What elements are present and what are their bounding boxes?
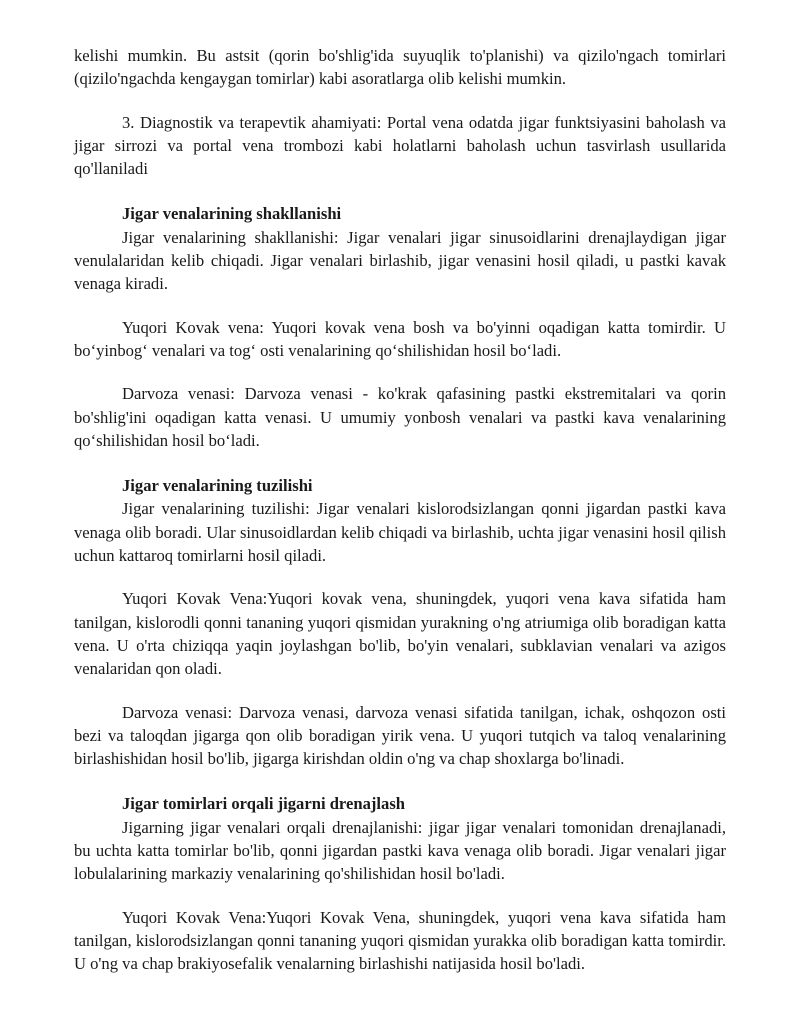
- section-heading-formation: Jigar venalarining shakllanishi: [122, 204, 342, 224]
- paragraph-diagnostic: 3. Diagnostik va terapevtik ahamiyati: Portal vena odatda jigar funktsiyasini baholash va jigar sirrozi va portal vena trombozi kabi holatlarni baholash uchun tasvirlash usullarida qo'llaniladi: [74, 112, 726, 179]
- paragraph: Jigarning jigar venalari orqali drenajlanishi: jigar jigar venalari tomonidan drenajlanadi, bu uchta katta tomirlar bo'lib, qonni jigardan pastki kava venaga olib boradi. Jigar venalari jigar lobulalarining markaziy venalarining qo'shilishidan hosil bo'ladi.: [74, 817, 726, 884]
- paragraph: Darvoza venasi: Darvoza venasi - ko'krak qafasining pastki ekstremitalari va qorin bo'shlig'ini oqadigan katta venasi. U umumiy yonbosh venalari va pastki kava venalarining qo‘shilishidan hosil bo‘ladi.: [74, 384, 726, 450]
- paragraph: Yuqori Kovak Vena:Yuqori Kovak Vena, shuningdek, yuqori vena kava sifatida ham tanilgan, kislorodsizlangan qonni tananing yuqori qismidan yurakka olib boradigan katta tomirdir. U o'ng va chap brakiyosefalik venalarning birlashishi natijasida hosil bo'ladi.: [74, 907, 726, 974]
- paragraph: Darvoza venasi: Darvoza venasi, darvoza venasi sifatida tanilgan, ichak, oshqozon osti bezi va taloqdan jigarga qon olib boradigan yirik vena. U yuqori tutqich va taloq venalarining birlashishidan hosil bo'lib, jigarga kirishdan oldin o'ng va chap shoxlarga bo'linadi.: [74, 702, 726, 769]
- paragraph: Jigar venalarining shakllanishi: Jigar venalari jigar sinusoidlarini drenajlaydigan jigar venulalaridan kelib chiqadi. Jigar venalari birlashib, jigar venasini hosil qiladi, u pastki kavak venaga kiradi.: [74, 227, 726, 294]
- paragraph: Yuqori Kovak vena: Yuqori kovak vena bosh va bo'yinni oqadigan katta tomirdir. U bo‘yinbog‘ venalari va tog‘ osti venalarining qo‘shilishidan hosil bo‘ladi.: [74, 317, 726, 360]
- paragraph-intro: kelishi mumkin. Bu astsit (qorin bo'shlig'ida suyuqlik to'planishi) va qizilo'ngach tomirlari (qizilo'ngachda kengaygan tomirlar) kabi asoratlarga olib kelishi mumkin.: [74, 46, 726, 89]
- section-heading-structure: Jigar venalarining tuzilishi: [122, 476, 313, 496]
- paragraph: Jigar venalarining tuzilishi: Jigar venalari kislorodsizlangan qonni jigardan pastki kava venaga olib boradi. Ular sinusoidlardan kelib chiqadi va birlashib, uchta jigar venasini hosil qilish uchun kattaroq tomirlarni hosil qiladi.: [74, 499, 726, 566]
- paragraph: Yuqori Kovak Vena:Yuqori kovak vena, shuningdek, yuqori vena kava sifatida ham tanilgan, kislorodli qonni tananing yuqori qismidan yurakning o'ng atriumiga olib boradigan katta vena. U o'rta chiziqqa yaqin joylashgan bo'lib, bo'yin venalari, subklavian venalari va azigos venalaridan qon oladi.: [74, 589, 726, 679]
- section-heading-drainage: Jigar tomirlari orqali jigarni drenajlash: [122, 794, 406, 814]
